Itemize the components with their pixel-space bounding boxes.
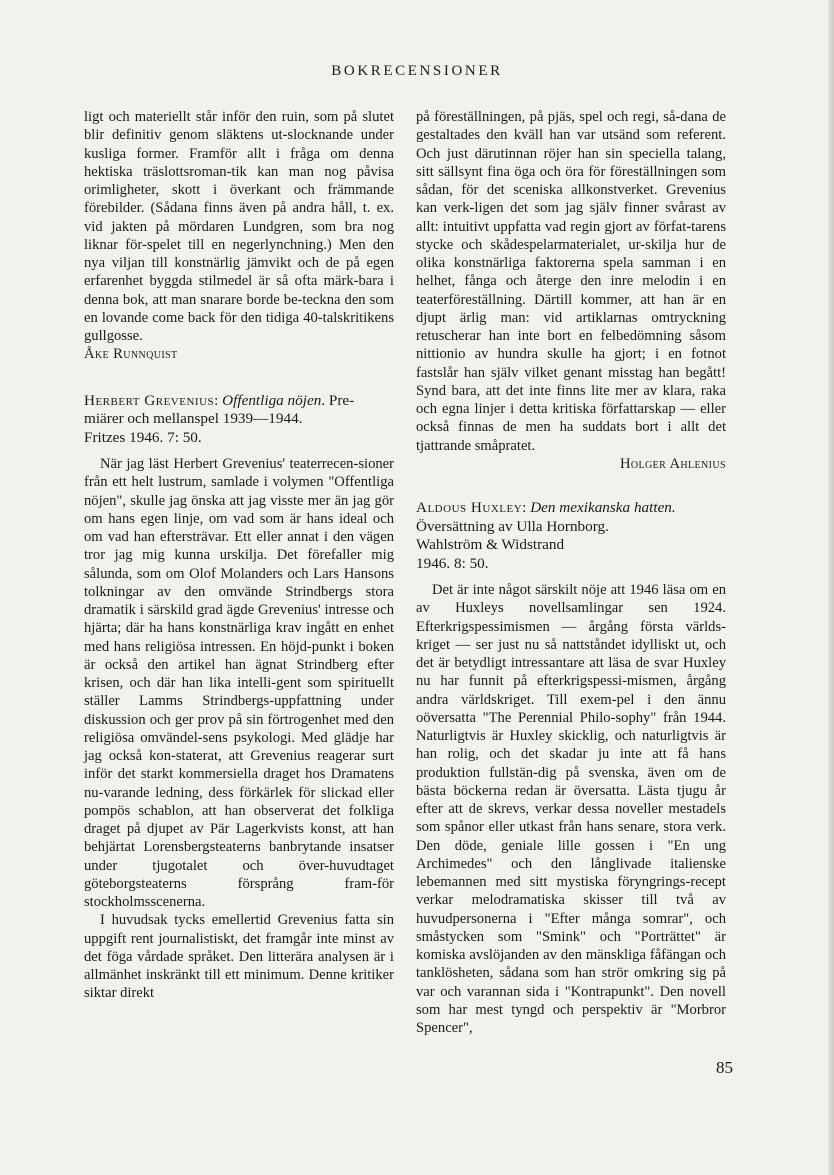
- review-author: Herbert Grevenius: [84, 391, 215, 409]
- review-author: Aldous Huxley: [416, 499, 523, 516]
- review-book-title: Den mexikanska hatten.: [530, 499, 676, 516]
- left-column: [84, 108, 394, 1003]
- left-paragraph-1: ligt och materiellt står inför den ruin, som på slutet blir definitiv genom släktens ut-slocknande under kusliga former. Framför allt i fråga om denna hektiska träslottsroman-tik kan man nog påvisa orimligheter, skott i överkant och främmande förebilder. (Sådana finns även på andra håll, t. ex. vid jakten på mördaren Lundgren, som bra nog liknar för-spelet till en negerlynchning.) Men den nya viljan till konstnärlig jämvikt och de på egen erfarenhet byggda stilmedel är så ofta märk-bara i denna bok, att man snarare borde be-teckna den som en lovande come back för den tidiga 40-talskritikens gullgosse.: [84, 109, 394, 344]
- reviewer-signature-ahlenius-wrap: [416, 455, 726, 473]
- review-heading-line-2: miärer och mellanspel 1939—1944.: [84, 410, 303, 427]
- right-column: [416, 108, 726, 1037]
- right-paragraph-1: på föreställningen, på pjäs, spel och regi, så-dana de gestaltades den kväll han var utsänd som referent. Och just därutinnan röjer han sin speciella talang, sitt sällsynt fina öga och öra för föreställningen som sådan, för det sceniska allkonstverket. Grevenius kan verk-ligen det som jag själv finner svårast av allt: intuitivt uppfatta vad regin gjort av förfat-tarens stycke och skådespelarmaterialet, ur-skilja hur de olika konstnärliga faktorerna spela samman i en helhet, fånga och återge den inre melodin i en teaterföreställning. Därtill kommer, att han är en djupt ärlig man: vid artiklarnas omtryckning retuscherar han inte bort en felbedömning såsom nittionio av hundra skulle ha gjort; i en fotnot fastslår han själv vilket genant misstag han begått! Synd bara, att det inte finns lite mer av klara, raka och egna linjer i detta kritiska författarskap — eller också finnas de men ha suddats bort i allt det tjattrande småpratet.: [416, 109, 726, 454]
- left-paragraph-3: I huvudsak tycks emellertid Grevenius fatta sin uppgift rent journalistiskt, det framgår inte minst av det föga vårdade språket. Den litterära analysen är i allmänhet inskränkt till ett minimum. Denne kritiker siktar direkt: [84, 912, 394, 1002]
- review-heading-line-3: Fritzes 1946. 7: 50.: [84, 428, 202, 446]
- review-book-title: Offentliga nöjen: [222, 391, 322, 409]
- review-heading-huxley: Aldous Huxley: Den mexikanska hatten. Översättning av Ulla Hornborg. Wahlström & Widstrand 1946. 8: 50.: [416, 499, 676, 572]
- reviewer-signature-ahlenius: Holger Ahlenius: [619, 455, 726, 472]
- running-head: BOKRECENSIONER: [331, 63, 503, 79]
- review-heading-line-4: 1946. 8: 50.: [416, 554, 489, 572]
- review-heading-grevenius: Herbert Grevenius: Offentliga nöjen. Pre- miärer och mellanspel 1939—1944. Fritzes 1946. 7: 50.: [84, 391, 355, 446]
- review-heading-line-1-rest: Pre-: [328, 391, 355, 409]
- left-paragraph-2: När jag läst Herbert Grevenius' teaterrecen-sioner från ett helt lustrum, samlade i volymen "Offentliga nöjen", skulle jag önska att jag visste mer än jag gör om hans egen linje, om vad som är hans ideal och om vad han eftersträvar. Ett eller annat i den vägen tror jag mig kunna urskilja. Det förefaller mig sålunda, som om Olof Molanders och Lars Hansons tolkningar av den omvände Strindbergs stora dramatik i särskild grad ägde Grevenius' intresse och hjärta; där ha hans konstnärliga krav ingått en enhet med hans religiösa intressen. En höjd-punkt i boken är också den artikel han ägnat Strindberg efter krisen, och där han lika intelli-gent som spirituellt ställer Lamms Strindbergs-uppfattning under diskussion och ger prov på sin förtrogenhet med den religiösa omvändel-sens psykologi. Med glädje har jag också kon-staterat, att Grevenius reagerar surt inför det starkt kommersiella draget hos Dramatens nu-varande ledning, dess förkärlek för slickad eller pompös schablon, att han observerat det folkliga draget på djupet av Pär Lagerkvists konst, att han behjärtat Lorensbergsteaterns banbrytande insatser under tjugotalet och över-huvudtaget göteborgsteaterns försprång fram-för stockholmsscenerna.: [84, 456, 394, 910]
- right-paragraph-2: Det är inte något särskilt nöje att 1946 läsa om en av Huxleys novellsamlingar sen 1924. Efterkrigspessimismen — årgång första världs-kriget — ser just nu så nattståndet idylliskt ut, och det är betydligt intressantare att läsa de svar Huxley nu har funnit på efterkrigspessi-mismen, årgång andra världskriget. Till exem-pel i den ännu oöversatta "The Perennial Philo-sophy" från 1944. Naturligtvis är Huxley skicklig, och naturligtvis är han rolig, och det skadar ju inte att få hans produktion fullstän-dig på svenska, även om de bästa böckerna redan är översatta. Lästa tjugu år efter att de skrevs, verkar dessa noveller mestadels som spånor eller utkast från hans senare, stora verk. Den döde, geniale lille gossen i "En ung Archimedes" och den långlivade italienske lebemannen med sitt mystiska föryngrings-recept verkar melodramatiska skisser till två av huvudpersonerna i "Efter många somrar", och småstycken som "Smink" och "Porträttet" är komiska avslöjanden av den mänskliga fåfängan och tanklösheten, sådana som han strör omkring sig på var och varannan sida i "Kontrapunkt". Den novell som har mest tyngd och perspektiv är "Morbror Spencer",: [416, 582, 726, 1036]
- review-heading-line-2: Översättning av Ulla Hornborg.: [416, 517, 609, 535]
- page-number: 85: [716, 1058, 733, 1077]
- page-edge: [828, 0, 834, 1175]
- review-heading-line-3: Wahlström & Widstrand: [416, 536, 565, 553]
- reviewer-signature-runnquist: Åke Runnquist: [84, 346, 178, 363]
